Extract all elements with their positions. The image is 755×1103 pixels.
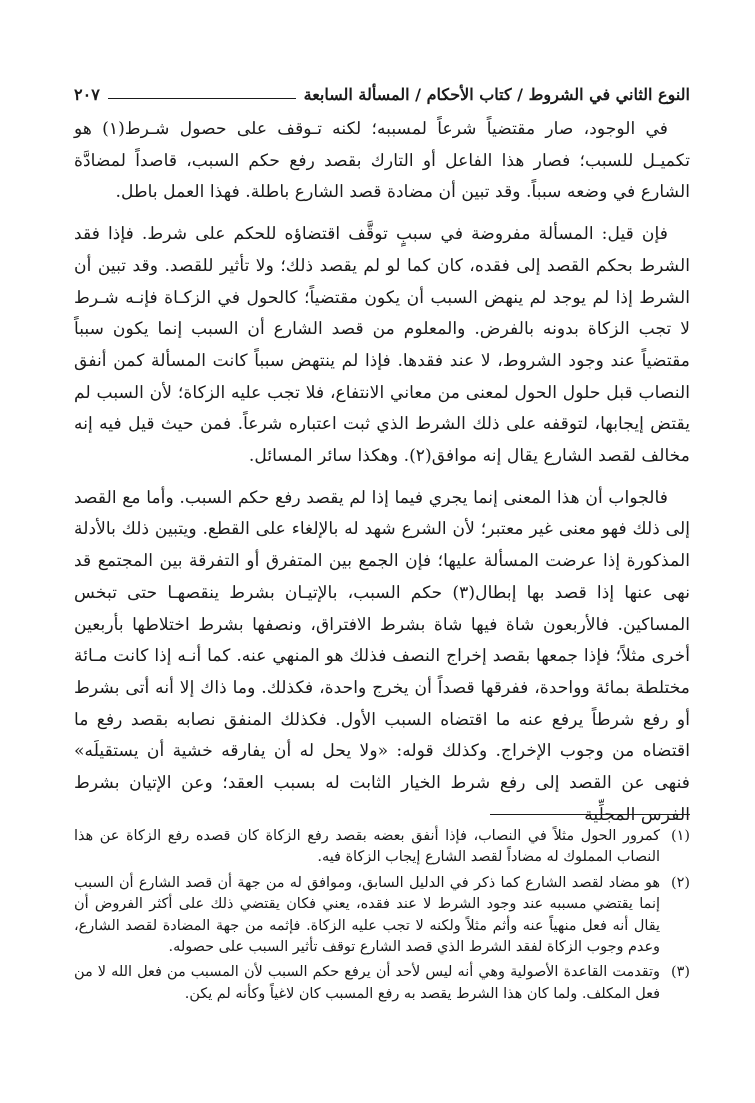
running-title: النوع الثاني في الشروط / كتاب الأحكام / المسألة السابعة — [303, 85, 690, 104]
footnote-separator — [490, 814, 690, 815]
footnote — [74, 826, 690, 869]
body-text — [74, 114, 690, 831]
running-header — [74, 80, 690, 104]
footnote — [74, 873, 690, 959]
footnotes — [74, 826, 690, 1009]
paragraph: فالجواب أن هذا المعنى إنما يجري فيما إذا لم يقصد رفع حكم السبب. وأما مع القصد إلى ذلك فهو معنى غير معتبر؛ لأن الشرع شهد له بالإلغاء على القطع. ويتبين ذلك بالأدلة المذكورة إذا عرضت المسألة عليها؛ فإن الجمع بين المتفرق أو التفرقة بين المجتمع قد نهى عنها إذا قصد بها إبطال(٣) حكم السبب، بالإتيـان بشرط ينقصهـا حتى تبخس المساكين. فالأربعون شاة فيها شاة بشرط الافتراق، ونصفها بشرط اختلاطها بأربعين أخرى مثلاً؛ فإذا جمعها بقصد إخراج النصف فذلك هو المنهي عنه. كما أنـه إذا كانت مـائة مختلطة بمائة وواحدة، ففرقها قصداً أن يخرج واحدة، فكذلك. وما ذاك إلا أنه أتى بشرط أو رفع شرطاً يرفع عنه ما اقتضاه السبب الأول. فكذلك المنفق نصابه بقصد رفع ما اقتضاه من وجوب الإخراج. وكذلك قوله: «ولا يحل له أن يفارقه خشية أن يستقيلَه» فنهى عن القصد إلى رفع شرط الخيار الثابت له بسبب العقد؛ وعن الإتيان بشرط الفرس المجلِّية — [74, 487, 690, 825]
footnote-number: (١) — [671, 828, 690, 844]
footnote — [74, 962, 690, 1005]
footnote-number: (٣) — [671, 964, 690, 981]
paragraph: في الوجود، صار مقتضياً شرعاً لمسببه؛ لكنه تـوقف على حصول شـرط(١) هو تكميـل للسبب؛ فصار هذا الفاعل أو التارك بقصد رفع حكم السبب، قاصداً لمضادَّة الشارع في وضعه سبباً. وقد تبين أن مضادة قصد الشارع باطلة. فهذا العمل باطل. — [74, 119, 690, 203]
footnote-number: (٢) — [671, 874, 690, 891]
footnote-text: وتقدمت القاعدة الأصولية وهي أنه ليس لأحد أن يرفع حكم السبب لأن المسبب من فعل الله لا من فعل المكلف. ولما كان هذا الشرط يقصد به رفع المسبب كان لاغياً وكأنه لم يكن. — [74, 964, 660, 1002]
paragraph: فإن قيل: المسألة مفروضة في سببٍ توقَّف اقتضاؤه للحكم على شرط. فإذا فقد الشرط بحكم القصد إلى فقده، كان كما لو لم يقصد ذلك؛ ولا تأثير للقصد. وقد تبين أن الشرط إذا لم يوجد لم ينهض السبب أن يكون مقتضياً؛ كالحول في الزكـاة فإنـه شـرط لا تجب الزكاة بدونه بالفرض. والمعلوم من قصد الشارع أن السبب إنما يكون سبباً مقتضياً عند وجود الشروط، لا عند فقدها. فإذا لم ينتهض سبباً كانت المسألة كمن أنفق النصاب قبل حلول الحول لمعنى من معاني الانتفاع، فلا تجب عليه الزكاة؛ لأن السبب لم يقتض إيجابها، لتوقفه على ذلك الشرط الذي ثبت اعتباره شرعاً. فمن حيث قيل فيه إنه مخالف لقصد الشارع يقال إنه موافق(٢). وهكذا سائر المسائل. — [74, 224, 690, 467]
header-rule — [108, 98, 296, 99]
footnote-text: هو مضاد لقصد الشارع كما ذكر في الدليل السابق، وموافق له من جهة أن قصد الشارع أن السبب إنما يقتضي مسببه عند وجود الشرط لا عند فقده، يعني فكان يقتضي ذلك على أكثر الفروض أن يقال أنه فعل منهياً عنه وأثم مثلاً ولكنه لا تجب عليه الزكاة. فإثمه من جهة المضادة لقصد الشارع، وعدم وجوب الزكاة لفقد الشرط الذي قصد الشارع توقف تأثير السبب على حصوله. — [74, 874, 660, 956]
book-page — [74, 80, 690, 1002]
footnote-text: كمرور الحول مثلاً في النصاب، فإذا أنفق بعضه بقصد رفع الزكاة كان قصده رفع الزكاة عن هذا النصاب المملوك له مضاداً لقصد الشارع إيجاب الزكاة فيه. — [74, 828, 660, 866]
page-number: ٢٠٧ — [74, 85, 100, 104]
